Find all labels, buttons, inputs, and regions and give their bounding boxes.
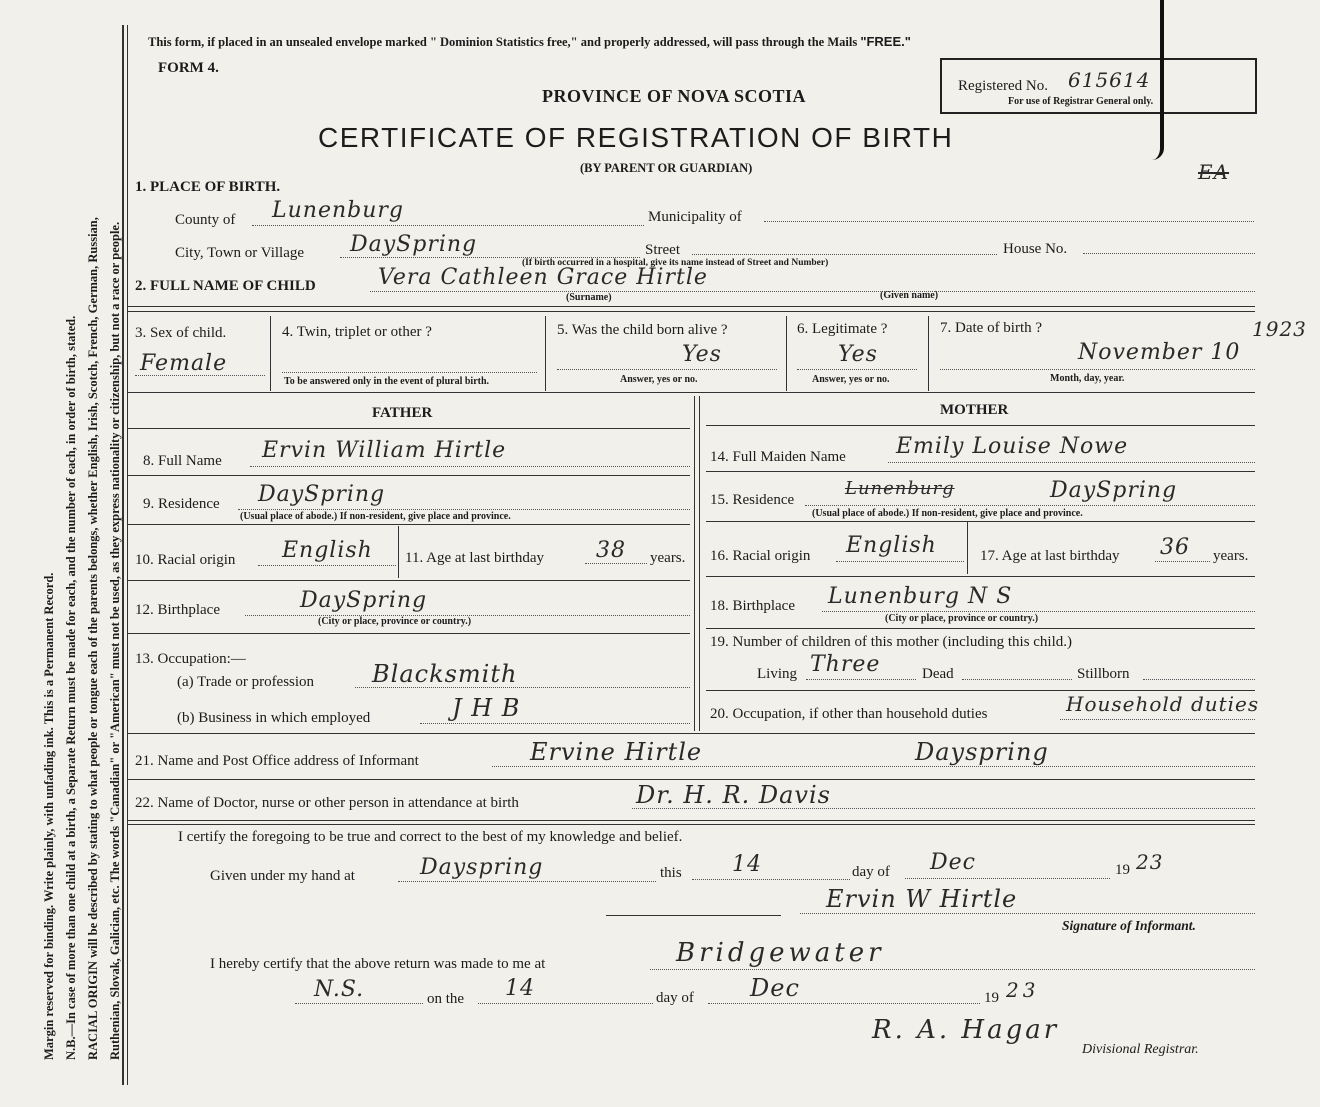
given-name-caption: (Given name)	[880, 290, 939, 301]
mother-occupation-value: Household duties	[1066, 692, 1260, 716]
birth-year-value: 1923	[1252, 317, 1307, 341]
registrar-day-value: 14	[505, 976, 535, 1001]
children-count-label: 19. Number of children of this mother (including this child.)	[710, 634, 1073, 650]
father-birthplace-label: 12. Birthplace	[135, 602, 220, 618]
informant-signature: Ervin W Hirtle	[826, 885, 1018, 913]
margin-note-racial-origin: RACIAL ORIGIN will be described by stating to what people or tongue each of the parents belongs, whether English, Irish, Scotch, French, German, Russian,	[86, 217, 100, 1060]
mother-name-label: 14. Full Maiden Name	[710, 449, 846, 465]
date-of-birth-note: Month, day, year.	[1050, 373, 1125, 384]
county-label: County of	[175, 212, 236, 228]
surname-caption: (Surname)	[566, 292, 612, 303]
twin-label: 4. Twin, triplet or other ?	[282, 324, 432, 340]
registrar-statement: I hereby certify that the above return was made to me at	[210, 956, 546, 972]
legitimate-note: Answer, yes or no.	[812, 374, 890, 385]
certify-month-value: Dec	[930, 850, 976, 875]
mother-age-label: 17. Age at last birthday	[980, 548, 1120, 564]
city-label: City, Town or Village	[175, 245, 305, 261]
corner-mark: EA	[1198, 160, 1230, 184]
this-label: this	[660, 865, 682, 881]
informant-signature-caption: Signature of Informant.	[1062, 918, 1196, 933]
father-residence-note: (Usual place of abode.) If non-resident, give place and province.	[240, 511, 511, 522]
father-race-value: English	[282, 538, 373, 563]
legitimate-label: 6. Legitimate ?	[797, 321, 888, 337]
province-heading: PROVINCE OF NOVA SCOTIA	[542, 86, 807, 106]
father-birthplace-note: (City or place, province or country.)	[318, 616, 472, 627]
margin-rule	[122, 25, 124, 1085]
registrar-note: For use of Registrar General only.	[1008, 96, 1154, 107]
registrar-month-value: Dec	[750, 974, 800, 1002]
registrar-signature: R. A. Hagar	[872, 1015, 1060, 1045]
certify-statement: I certify the foregoing to be true and correct to the best of my knowledge and belief.	[178, 829, 683, 845]
house-number-label: House No.	[1003, 241, 1068, 257]
mail-notice: This form, if placed in an unsealed envelope marked " Dominion Statistics free," and properly addressed, will pass through the Mails "FREE."	[148, 34, 911, 49]
father-name-value: Ervin William Hirtle	[262, 438, 507, 463]
date-of-birth-label: 7. Date of birth ?	[940, 320, 1043, 336]
form-number: FORM 4.	[158, 60, 219, 76]
twin-note: To be answered only in the event of plural birth.	[284, 376, 490, 387]
date-of-birth-value: November 10	[1078, 340, 1241, 365]
doctor-label: 22. Name of Doctor, nurse or other person in attendance at birth	[135, 795, 519, 811]
margin-note-multiple-birth: N.B.—In case of more than one child at a birth, a Separate Return must be made for each, and the number of each, in order of birth, stated.	[64, 315, 78, 1060]
page-subtitle: (BY PARENT OR GUARDIAN)	[580, 161, 753, 175]
page-title: CERTIFICATE OF REGISTRATION OF BIRTH	[318, 122, 954, 153]
doctor-value: Dr. H. R. Davis	[636, 781, 831, 809]
mother-birthplace-note: (City or place, province or country.)	[885, 613, 1039, 624]
mother-birthplace-label: 18. Birthplace	[710, 598, 795, 614]
mother-heading: MOTHER	[940, 402, 1009, 418]
hospital-note: (If birth occurred in a hospital, give its name instead of Street and Number)	[522, 258, 829, 268]
father-residence-value: DaySpring	[258, 482, 386, 507]
given-under-hand-label: Given under my hand at	[210, 868, 355, 884]
informant-name-value: Ervine Hirtle	[530, 738, 703, 766]
mother-residence-value: DaySpring	[1050, 478, 1178, 503]
father-age-value: 38	[596, 538, 626, 563]
father-birthplace-value: DaySpring	[300, 588, 428, 613]
living-label: Living	[757, 666, 797, 682]
margin-note-racial-origin-cont: Ruthenian, Slovak, Galician, etc. The words "Canadian" or "American" must not be used, as they express nationality or citizenship, but not a race or people.	[108, 221, 122, 1060]
father-years-label: years.	[650, 550, 686, 566]
born-alive-note: Answer, yes or no.	[620, 374, 698, 385]
registrar-place-value: Bridgewater	[676, 938, 885, 968]
certify-day-value: 14	[732, 852, 762, 877]
trade-label: (a) Trade or profession	[177, 674, 315, 690]
registrar-day-of-label: day of	[656, 990, 694, 1006]
city-value: DaySpring	[350, 232, 478, 257]
registered-number: 615614	[1068, 68, 1151, 92]
county-value: Lunenburg	[272, 198, 404, 223]
dead-label: Dead	[922, 666, 954, 682]
mother-race-label: 16. Racial origin	[710, 548, 811, 564]
registered-label: Registered No.	[958, 78, 1048, 94]
mother-occupation-label: 20. Occupation, if other than household duties	[710, 706, 988, 722]
registrar-province-value: N.S.	[314, 977, 365, 1002]
informant-address-value: Dayspring	[915, 738, 1049, 766]
municipality-label: Municipality of	[648, 209, 742, 225]
mother-residence-struck: Lunenburg	[845, 478, 955, 499]
street-label: Street	[645, 242, 680, 258]
registrar-caption: Divisional Registrar.	[1082, 1042, 1199, 1057]
father-age-label: 11. Age at last birthday	[405, 550, 544, 566]
father-residence-label: 9. Residence	[143, 496, 220, 512]
legitimate-value: Yes	[838, 342, 878, 367]
born-alive-value: Yes	[682, 342, 722, 367]
registrar-year-prefix: 19	[984, 990, 999, 1006]
born-alive-label: 5. Was the child born alive ?	[557, 322, 728, 338]
living-value: Three	[810, 652, 881, 677]
margin-notes	[38, 217, 126, 1060]
child-name-label: 2. FULL NAME OF CHILD	[135, 278, 316, 294]
business-value: J H B	[452, 694, 521, 722]
certify-year-prefix: 19	[1115, 862, 1130, 878]
father-heading: FATHER	[372, 405, 433, 421]
child-name-value: Vera Cathleen Grace Hirtle	[378, 265, 708, 290]
margin-note-binding: Margin reserved for binding. Write plainly, with unfading ink. This is a Permanent Record.	[42, 572, 56, 1060]
mother-birthplace-value: Lunenburg N S	[828, 584, 1013, 609]
registrar-on-the-label: on the	[427, 991, 465, 1007]
mother-residence-note: (Usual place of abode.) If non-resident, give place and province.	[812, 508, 1083, 519]
informant-label: 21. Name and Post Office address of Informant	[135, 753, 419, 769]
mother-name-value: Emily Louise Nowe	[896, 434, 1129, 459]
certify-day-of-label: day of	[852, 864, 890, 880]
certify-year-value: 23	[1136, 850, 1164, 874]
stillborn-label: Stillborn	[1077, 666, 1130, 682]
mother-race-value: English	[846, 533, 937, 558]
father-name-label: 8. Full Name	[143, 453, 222, 469]
sex-label: 3. Sex of child.	[135, 325, 227, 341]
ink-stroke	[1152, 0, 1164, 160]
mother-residence-label: 15. Residence	[710, 492, 795, 508]
business-label: (b) Business in which employed	[177, 710, 371, 726]
father-occupation-label: 13. Occupation:—	[135, 651, 246, 667]
mother-age-value: 36	[1160, 535, 1190, 560]
trade-value: Blacksmith	[372, 660, 518, 688]
certify-place-value: Dayspring	[420, 855, 544, 880]
margin-rule-inner	[127, 25, 128, 1085]
registrar-year-value: 23	[1006, 978, 1040, 1002]
sex-value: Female	[140, 351, 228, 376]
father-race-label: 10. Racial origin	[135, 552, 236, 568]
place-of-birth-heading: 1. PLACE OF BIRTH.	[135, 179, 281, 195]
mother-years-label: years.	[1213, 548, 1249, 564]
